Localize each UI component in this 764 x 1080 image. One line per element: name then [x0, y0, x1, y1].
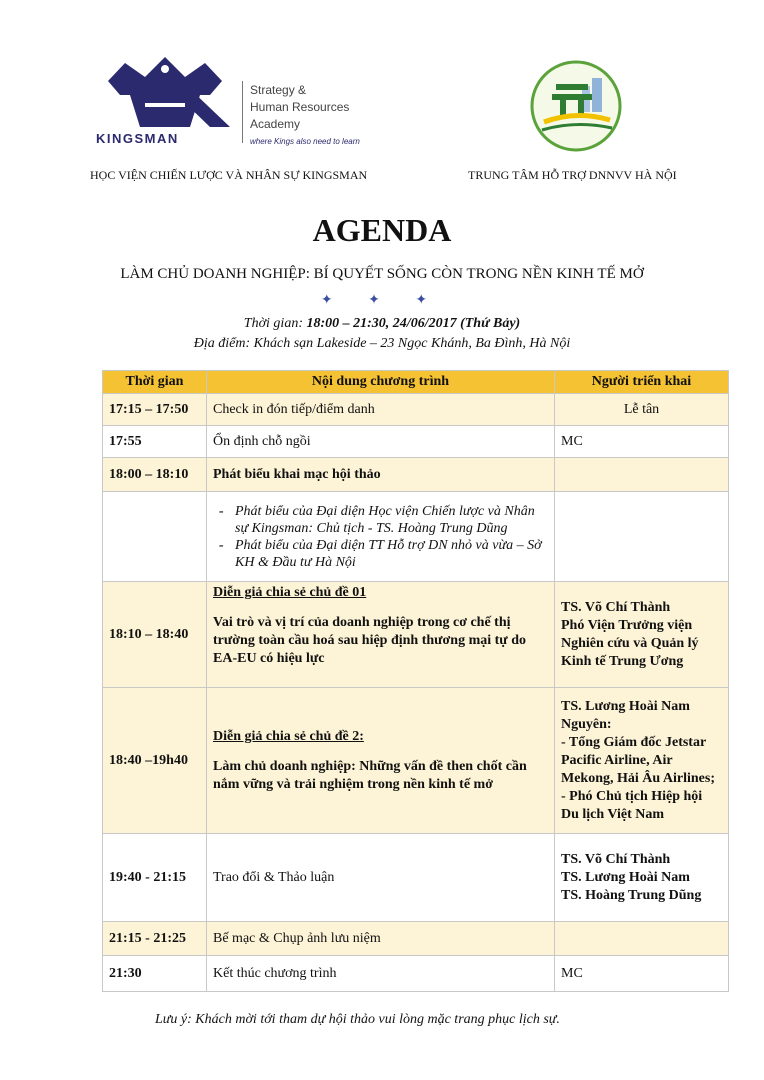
logo-tagline-2: Human Resources — [250, 100, 350, 114]
header-content: Nội dung chương trình — [207, 371, 555, 394]
table-row — [103, 394, 729, 426]
row-person — [555, 458, 729, 492]
speaker-name: TS. Lương Hoài Nam — [561, 869, 690, 885]
row-time: 17:55 — [103, 426, 207, 458]
row-time: 18:00 – 18:10 — [103, 458, 207, 492]
row-person — [555, 688, 729, 834]
row-person: Lễ tân — [555, 394, 729, 426]
org-name-right: TRUNG TÂM HỖ TRỢ DNNVV HÀ NỘI — [468, 168, 677, 182]
row-time: 17:15 – 17:50 — [103, 394, 207, 426]
event-venue: Địa điểm: Khách sạn Lakeside – 23 Ngọc Khánh, Ba Đình, Hà Nội — [193, 336, 571, 351]
page-subtitle: LÀM CHỦ DOANH NGHIỆP: BÍ QUYẾT SỐNG CÒN TRONG NỀN KINH TẾ MỞ — [120, 266, 644, 282]
table-row — [103, 956, 729, 992]
topic-description: Làm chủ doanh nghiệp: Những vấn đề then chốt cần nắm vững và trải nghiệm trong nền kinh tế mở — [213, 758, 527, 792]
speech-bullet-2: - Phát biểu của Đại diện TT Hỗ trợ DN nhỏ và vừa – Sở KH & Đầu tư Hà Nội — [213, 537, 548, 571]
star-divider-icon: ✦ ✦ ✦ — [320, 293, 444, 308]
speech-bullet-1: - Phát biểu của Đại diện Học viện Chiến lược và Nhân sự Kingsman: Chủ tịch - TS. Hoàng Trung Dũng — [213, 503, 548, 537]
row-content — [207, 688, 555, 834]
table-row — [103, 582, 729, 688]
row-content: Trao đổi & Thảo luận — [207, 834, 555, 922]
table-row — [103, 834, 729, 922]
event-time — [0, 316, 764, 332]
agenda-table — [102, 370, 729, 992]
logo-separator — [242, 81, 243, 143]
row-content: Ổn định chỗ ngồi — [207, 426, 555, 458]
logo-tagline-1: Strategy & — [250, 83, 307, 97]
event-time-label: Thời gian: — [243, 316, 307, 331]
crown-lion-icon — [90, 55, 240, 135]
speaker-title: Phó Viện Trưởng viện Nghiên cứu và Quản lý Kinh tế Trung Ương — [561, 617, 699, 669]
dress-code-note: Lưu ý: Khách mời tới tham dự hội thảo vui lòng mặc trang phục lịch sự. — [155, 1012, 560, 1027]
topic-heading: Diễn giả chia sẻ chủ đề 2: — [213, 728, 364, 744]
row-person: MC — [555, 426, 729, 458]
row-time — [103, 492, 207, 582]
speaker-role-2: - Phó Chủ tịch Hiệp hội Du lịch Việt Nam — [561, 788, 703, 822]
table-row — [103, 492, 729, 582]
row-content: Check in đón tiếp/điểm danh — [207, 394, 555, 426]
row-time: 18:40 –19h40 — [103, 688, 207, 834]
kingsman-brand: KINGSMAN — [96, 131, 179, 146]
row-content: Phát biểu khai mạc hội thảo — [207, 458, 555, 492]
row-time: 19:40 - 21:15 — [103, 834, 207, 922]
header-time: Thời gian — [103, 371, 207, 394]
gate-emblem-icon — [530, 60, 622, 152]
row-person — [555, 582, 729, 688]
row-content — [207, 582, 555, 688]
row-time: 21:15 - 21:25 — [103, 922, 207, 956]
speaker-role-1: - Tổng Giám đốc Jetstar Pacific Airline, Air Mekong, Hải Âu Airlines; — [561, 734, 716, 786]
logo-slogan: where Kings also need to learn — [250, 137, 360, 146]
header-person: Người triển khai — [555, 371, 729, 394]
event-time-value: 18:00 – 21:30, 24/06/2017 (Thứ Bảy) — [306, 316, 521, 331]
row-person — [555, 922, 729, 956]
logo-tagline-3: Academy — [250, 117, 301, 131]
page-title: AGENDA — [312, 212, 452, 248]
row-time: 18:10 – 18:40 — [103, 582, 207, 688]
kingsman-logo — [90, 55, 390, 155]
table-row — [103, 688, 729, 834]
row-time: 21:30 — [103, 956, 207, 992]
table-row — [103, 426, 729, 458]
table-header-row — [103, 371, 729, 394]
topic-description: Vai trò và vị trí của doanh nghiệp trong cơ chế thị trường toàn cầu hoá sau hiệp định thương mại tự do EA-EU có hiệu lực — [213, 615, 526, 666]
speaker-name: TS. Lương Hoài Nam Nguyên: — [561, 698, 690, 732]
speaker-name: TS. Võ Chí Thành — [561, 851, 671, 867]
org-name-left: HỌC VIỆN CHIẾN LƯỢC VÀ NHÂN SỰ KINGSMAN — [90, 168, 368, 182]
row-person: MC — [555, 956, 729, 992]
row-person — [555, 834, 729, 922]
speaker-name: TS. Võ Chí Thành — [561, 599, 671, 615]
table-row — [103, 922, 729, 956]
table-row — [103, 458, 729, 492]
row-content: Bế mạc & Chụp ảnh lưu niệm — [207, 922, 555, 956]
topic-heading: Diễn giả chia sẻ chủ đề 01 — [213, 585, 367, 600]
row-person — [555, 492, 729, 582]
row-content: Kết thúc chương trình — [207, 956, 555, 992]
speaker-name: TS. Hoàng Trung Dũng — [561, 887, 702, 903]
row-content — [207, 492, 555, 582]
